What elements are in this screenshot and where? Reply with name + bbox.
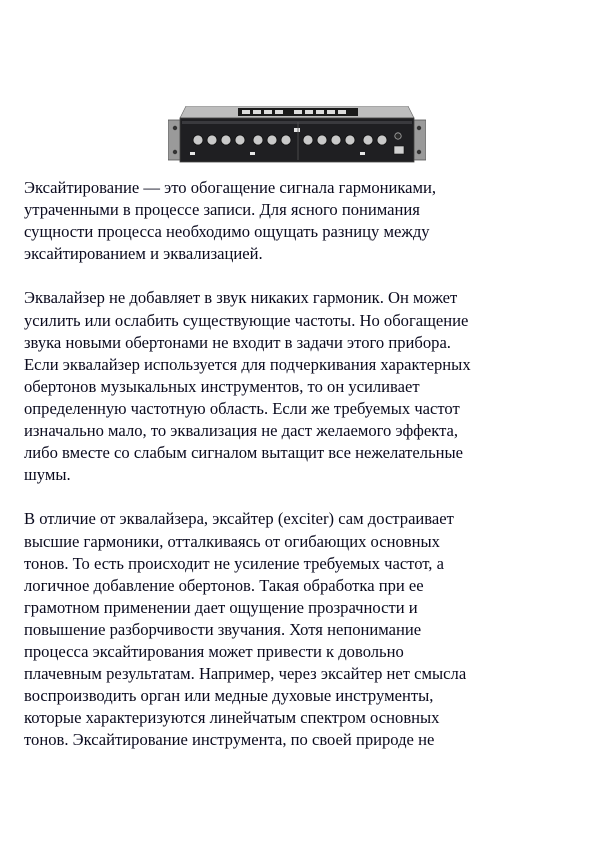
text-line: Эквалайзер не добавляет в звук никаких гармоник. Он может [24, 288, 458, 308]
text-line: тонов. То есть происходит не усиление требуемых частот, а [24, 553, 444, 573]
article-text [24, 177, 584, 751]
text-line: тонов. Эксайтирование инструмента, по своей природе не [24, 730, 435, 750]
text-line: повышение разборчивости звучания. Хотя непонимание [24, 619, 422, 639]
audio-exciter-rack-unit-image [168, 106, 426, 166]
text-line: логичное добавление обертонов. Такая обработка при ее [24, 575, 424, 595]
text-line: В отличие от эквалайзера, эксайтер (exciter) сам достраивает [24, 509, 454, 529]
text-line: звука новыми обертонами не входит в задачи этого прибора. [24, 332, 451, 352]
text-line: эксайтированием и эквализацией. [24, 244, 263, 264]
text-line: изначально мало, то эквализация не даст желаемого эффекта, [24, 421, 459, 441]
text-line: либо вместе со слабым сигналом вытащит все нежелательные [24, 443, 464, 463]
paragraph-excitation-definition [24, 177, 584, 265]
text-line: утраченными в процессе записи. Для ясного понимания [24, 200, 420, 220]
text-line: Эксайтирование — это обогащение сигнала гармониками, [24, 178, 437, 197]
paragraph-equalizer [24, 287, 584, 486]
text-line: воспроизводить орган или медные духовые инструменты, [24, 686, 434, 706]
text-line: грамотном применении дает ощущение прозрачности и [24, 597, 418, 617]
text-line: обертонов музыкальных инструментов, то он усиливает [24, 376, 420, 396]
text-line: Если эквалайзер используется для подчеркивания характерных [24, 354, 471, 374]
text-line: определенную частотную область. Если же требуемых частот [24, 398, 460, 418]
text-line: плачевным результатам. Например, через эксайтер нет смысла [24, 664, 467, 684]
text-line: которые характеризуются линейчатым спектром основных [24, 708, 440, 728]
paragraph-exciter [24, 508, 584, 751]
text-line: высшие гармоники, отталкиваясь от огибающих основных [24, 531, 440, 551]
text-line: сущности процесса необходимо ощущать разницу между [24, 222, 430, 242]
text-line: усилить или ослабить существующие частоты. Но обогащение [24, 310, 469, 330]
text-line: шумы. [24, 465, 71, 485]
text-line: процесса эксайтирования может привести к довольно [24, 641, 404, 661]
